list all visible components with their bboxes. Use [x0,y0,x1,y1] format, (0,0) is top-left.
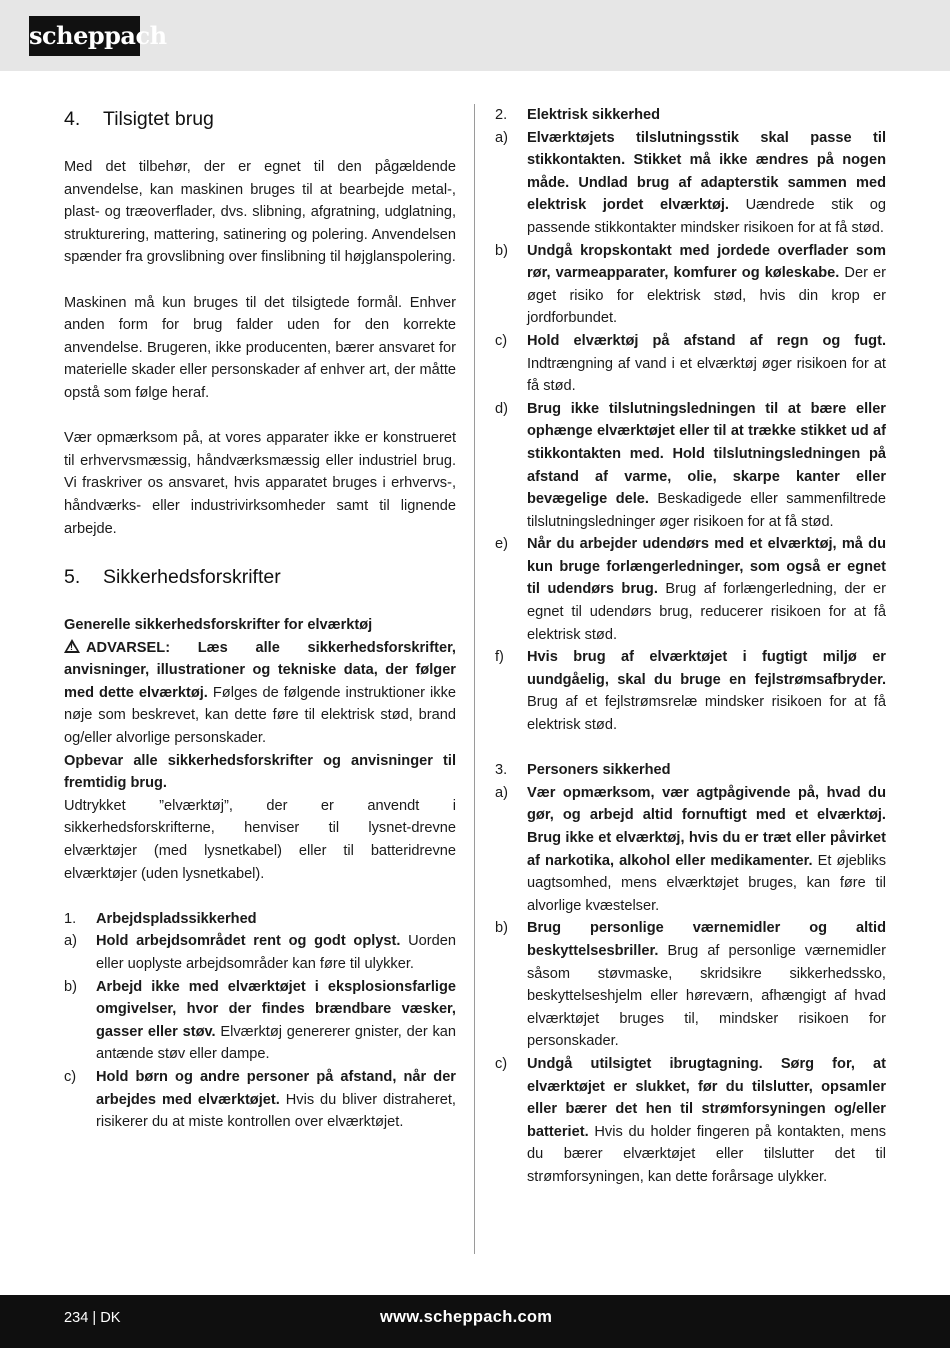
item-label: c) [495,332,508,349]
item-label: e) [495,536,508,553]
item-text [527,917,886,1053]
item-rest: Beskadigede eller sammenfiltrede tilslutningsledninger øger risikoen for at få stød. [527,491,886,530]
item-label: a) [495,129,508,146]
item-text [527,240,886,330]
keep-instructions: Opbevar alle sikkerhedsforskrifter og anvisninger til fremtidig brug. [64,752,456,792]
item-text [96,976,456,1066]
left-column [64,104,456,1134]
item-label: a) [64,933,77,950]
list-item [64,930,456,975]
list-item [64,976,456,1066]
item-bold: Brug ikke tilslutningsledningen til at bære eller ophænge elværktøjet eller til at trække stikket ud af stikkontakten med. Hold tilslutningsledningen på afstand af varme, olie, skarpe kanter eller bevægelige dele. [527,400,886,508]
item-rest: Uorden eller uoplyste arbejdsområder kan føre til ulykker. [96,933,456,972]
section-heading-safety [64,562,456,592]
page-number: 234 | DK [64,1310,121,1326]
list-item [495,330,886,398]
item-text [527,1053,886,1189]
item-label: c) [495,1055,508,1072]
item-label: b) [495,920,508,937]
section-title: Sikkerhedsforskrifter [103,566,281,589]
list-item [495,127,886,240]
item-bold: Undgå utilsigtet ibrugtagning. Sørg for, at elværktøjet er slukket, før du tilslutter, opsamler eller bærer det hen til strømforsyningen og/eller batteriet. [527,1055,886,1140]
item-bold: Hold elværktøj på afstand af regn og fugt. [527,332,886,349]
paragraph: Udtrykket ”elværktøj”, der er anvendt i sikkerhedsforskrifterne, henviser til lysnet-drevne elværktøjer (med lysnetkabel) eller til batteridrevne elværktøjer (uden lysnetkabel). [64,797,456,882]
item-bold: Elværktøjets tilslutningsstik skal passe til stikkontakten. Stikket må ikke ændres på nogen måde. Undlad brug af adapterstik sammen med elektrisk jordet elværktøj. [527,129,886,214]
item-label: b) [495,242,508,259]
warning-text: Følges de følgende instruktioner ikke nøje som beskrevet, kan dette føre til elektrisk stød, brand og/eller alvorlige personskader. [64,684,456,747]
item-label: f) [495,649,504,666]
website-url: www.scheppach.com [380,1308,553,1326]
item-bold: Vær opmærksom, vær agtpågivende på, hvad du gør, og arbejd altid fornuftigt med et elværktøj. Brug ikke et elværktøj, hvis du er træt eller påvirket af narkotika, alkohol eller medikamenter. [527,784,886,869]
item-rest: Brug af personlige værnemidler såsom støvmaske, skridsikre sikkerhedssko, beskyttelseshjelm eller høreværn, afhængigt af hvad elværktøjet bruges til, mindsker risikoen for personskader. [527,942,886,1050]
section-number: 5. [64,566,81,589]
item-text [527,398,886,534]
section-heading-intended-use [64,104,456,134]
list-item [64,1066,456,1134]
subsection-title: Generelle sikkerhedsforskrifter for elværktøj [64,617,373,634]
section-number: 4. [64,108,81,130]
item-text [527,127,886,240]
scheppach-logo: scheppach [29,16,140,56]
warning-paragraph [64,637,456,750]
item-rest: Hvis du bliver distraheret, risikerer du at miste kontrollen over elværktøjet. [96,1091,456,1131]
item-text [527,782,886,918]
item-bold: Undgå kropskontakt med jordede overflader som rør, varmeapparater, komfurer og køleskabe. [527,242,886,282]
warning-bold: ADVARSEL: Læs alle sikkerhedsforskrifter, anvisninger, illustrationer og tekniske data, der følger med dette elværktøj. [64,639,456,701]
item-rest: Elværktøj genererer gnister, der kan antænde støv eller dampe. [96,1023,456,1063]
item-rest: Der er øget risiko for elektrisk stød, hvis din krop er jordforbundet. [527,265,886,327]
item-rest: Brug af et fejlstrømsrelæ mindsker risikoen for at få elektrisk stød. [527,694,886,734]
item-rest: Et øjebliks uagtsomhed, mens elværktøjet bruges, kan føre til alvorlige kvæstelser. [527,852,887,914]
item-bold: Arbejd ikke med elværktøjet i eksplosionsfarlige omgivelser, hvor der findes brændbare væsker, gasser eller støv. [96,978,456,1040]
subsection-heading: 1. Arbejdspladssikkerhed [64,910,257,927]
list-item [495,917,886,1053]
paragraph: Vær opmærksom på, at vores apparater ikke er konstrueret til erhvervsmæssig, håndværksmæssig eller industriel brug. Vi fraskriver os ansvaret, hvis apparatet bruges i erhvervs-, håndværks- eller industrivirksomheder samt til lignende arbejde. [64,430,456,537]
item-rest: Indtrængning af vand i et elværktøj øger risikoen for at få stød. [527,355,886,395]
item-text [96,930,456,975]
item-label: d) [495,400,508,417]
page-footer [0,1295,950,1348]
item-rest: Brug af forlængerledning, der er egnet til udendørs brug, reducerer risikoen for at få elektrisk stød. [527,581,886,643]
item-bold: Hold arbejdsområdet rent og godt oplyst. [96,933,401,950]
right-column [495,104,886,1189]
item-label: b) [64,978,77,995]
list-item [495,240,886,330]
item-label: a) [495,784,508,801]
warning-triangle-icon [64,639,80,653]
page-header [0,0,950,71]
item-bold: Brug personlige værnemidler og altid beskyttelsesbriller. [527,920,886,959]
item-text [527,533,886,646]
item-bold: Hvis brug af elværktøjet i fugtigt miljø er uundgåelig, skal du bruge en fejlstrømsafbryder. [527,649,886,688]
subsection-heading: 3. Personers sikkerhed [495,762,671,779]
column-divider [474,104,475,1254]
paragraph: Maskinen må kun bruges til det tilsigtede formål. Enhver anden form for brug falder uden for den korrekte anvendelse. Brugeren, ikke producenten, bærer ansvaret for materielle skader eller personskader af enhver art, der måtte opstå som følge heraf. [64,294,456,401]
item-rest: Hvis du holder fingeren på kontakten, mens du bærer elværktøjet eller tilslutter det til strømforsyningen, kan dette forårsage ulykker. [527,1123,886,1185]
list-item [495,1053,886,1189]
item-bold: Når du arbejder udendørs med et elværktøj, må du kun bruge forlængerledninger, som også er egnet til udendørs brug. [527,536,886,598]
item-label: c) [64,1068,77,1085]
list-item [495,782,886,918]
section-title: Tilsigtet brug [103,108,214,130]
item-bold: Hold børn og andre personer på afstand, når der arbejdes med elværktøjet. [96,1068,456,1108]
item-text [527,646,886,736]
list-item [495,646,886,736]
item-text [527,330,886,398]
subsection-heading: 2. Elektrisk sikkerhed [495,107,661,123]
paragraph: Med det tilbehør, der er egnet til den pågældende anvendelse, kan maskinen bruges til at bearbejde metal-, plast- og træoverflader, dvs. slibning, afgratning, udglatning, strukturering, mattering, satinering og polering. Anvendelsen spænder fra grovslibning over finslibning til højglanspolering. [64,159,456,266]
list-item [495,398,886,534]
item-rest: Uændrede stik og passende stikkontakter mindsker risikoen for at få stød. [527,197,886,236]
item-text [96,1066,456,1134]
list-item [495,533,886,646]
